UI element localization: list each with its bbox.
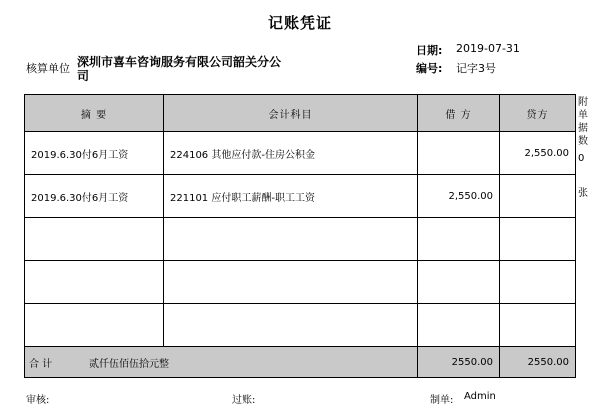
- header-debit: 借 方: [418, 95, 500, 132]
- debit-cell: [418, 261, 500, 304]
- debit-cell: [418, 218, 500, 261]
- credit-cell: [500, 175, 576, 218]
- unit-label: 核算单位: [26, 62, 70, 75]
- total-debit: 2550.00: [418, 347, 500, 378]
- table-header-row: [25, 95, 576, 132]
- table-row: [25, 218, 576, 261]
- date-value: 2019-07-31: [456, 42, 520, 55]
- account-cell: 221101 应付职工薪酬-职工工资: [164, 175, 418, 218]
- credit-cell: 2,550.00: [500, 132, 576, 175]
- total-credit: 2550.00: [500, 347, 576, 378]
- total-amount-words: 贰仟伍佰伍拾元整: [89, 358, 169, 370]
- unit-name: 深圳市喜车咨询服务有限公司韶关分公司: [77, 55, 282, 83]
- summary-cell: [25, 304, 164, 347]
- table-row: [25, 175, 576, 218]
- table-row: [25, 261, 576, 304]
- account-cell: 224106 其他应付款-住房公积金: [164, 132, 418, 175]
- total-row: [25, 347, 576, 378]
- summary-cell: [25, 261, 164, 304]
- review-label: 审核:: [26, 395, 50, 406]
- table-row: [25, 304, 576, 347]
- summary-cell: 2019.6.30付6月工资: [25, 175, 164, 218]
- credit-cell: [500, 261, 576, 304]
- summary-cell: 2019.6.30付6月工资: [25, 132, 164, 175]
- table-row: [25, 132, 576, 175]
- total-label-cell: [25, 347, 418, 378]
- account-cell: [164, 261, 418, 304]
- date-label: 日期:: [416, 44, 443, 57]
- attachments-count: 0: [578, 153, 585, 164]
- header-summary: 摘 要: [25, 95, 164, 132]
- account-cell: [164, 304, 418, 347]
- attachments-label: 附单据数: [578, 97, 588, 147]
- summary-cell: [25, 218, 164, 261]
- debit-cell: [418, 304, 500, 347]
- total-label: 合 计: [29, 358, 53, 370]
- voucher-title: 记账凭证: [267, 14, 332, 32]
- attachments-unit: 张: [578, 188, 588, 199]
- credit-cell: [500, 218, 576, 261]
- maker-value: Admin: [464, 391, 496, 402]
- maker-label: 制单:: [430, 395, 454, 406]
- header-account: 会计科目: [164, 95, 418, 132]
- credit-cell: [500, 304, 576, 347]
- voucher-table: [24, 94, 576, 378]
- number-value: 记字3号: [456, 62, 496, 75]
- number-label: 编号:: [416, 62, 443, 75]
- debit-cell: 2,550.00: [418, 175, 500, 218]
- account-cell: [164, 218, 418, 261]
- debit-cell: [418, 132, 500, 175]
- posting-label: 过账:: [232, 395, 256, 406]
- header-credit: 贷方: [500, 95, 576, 132]
